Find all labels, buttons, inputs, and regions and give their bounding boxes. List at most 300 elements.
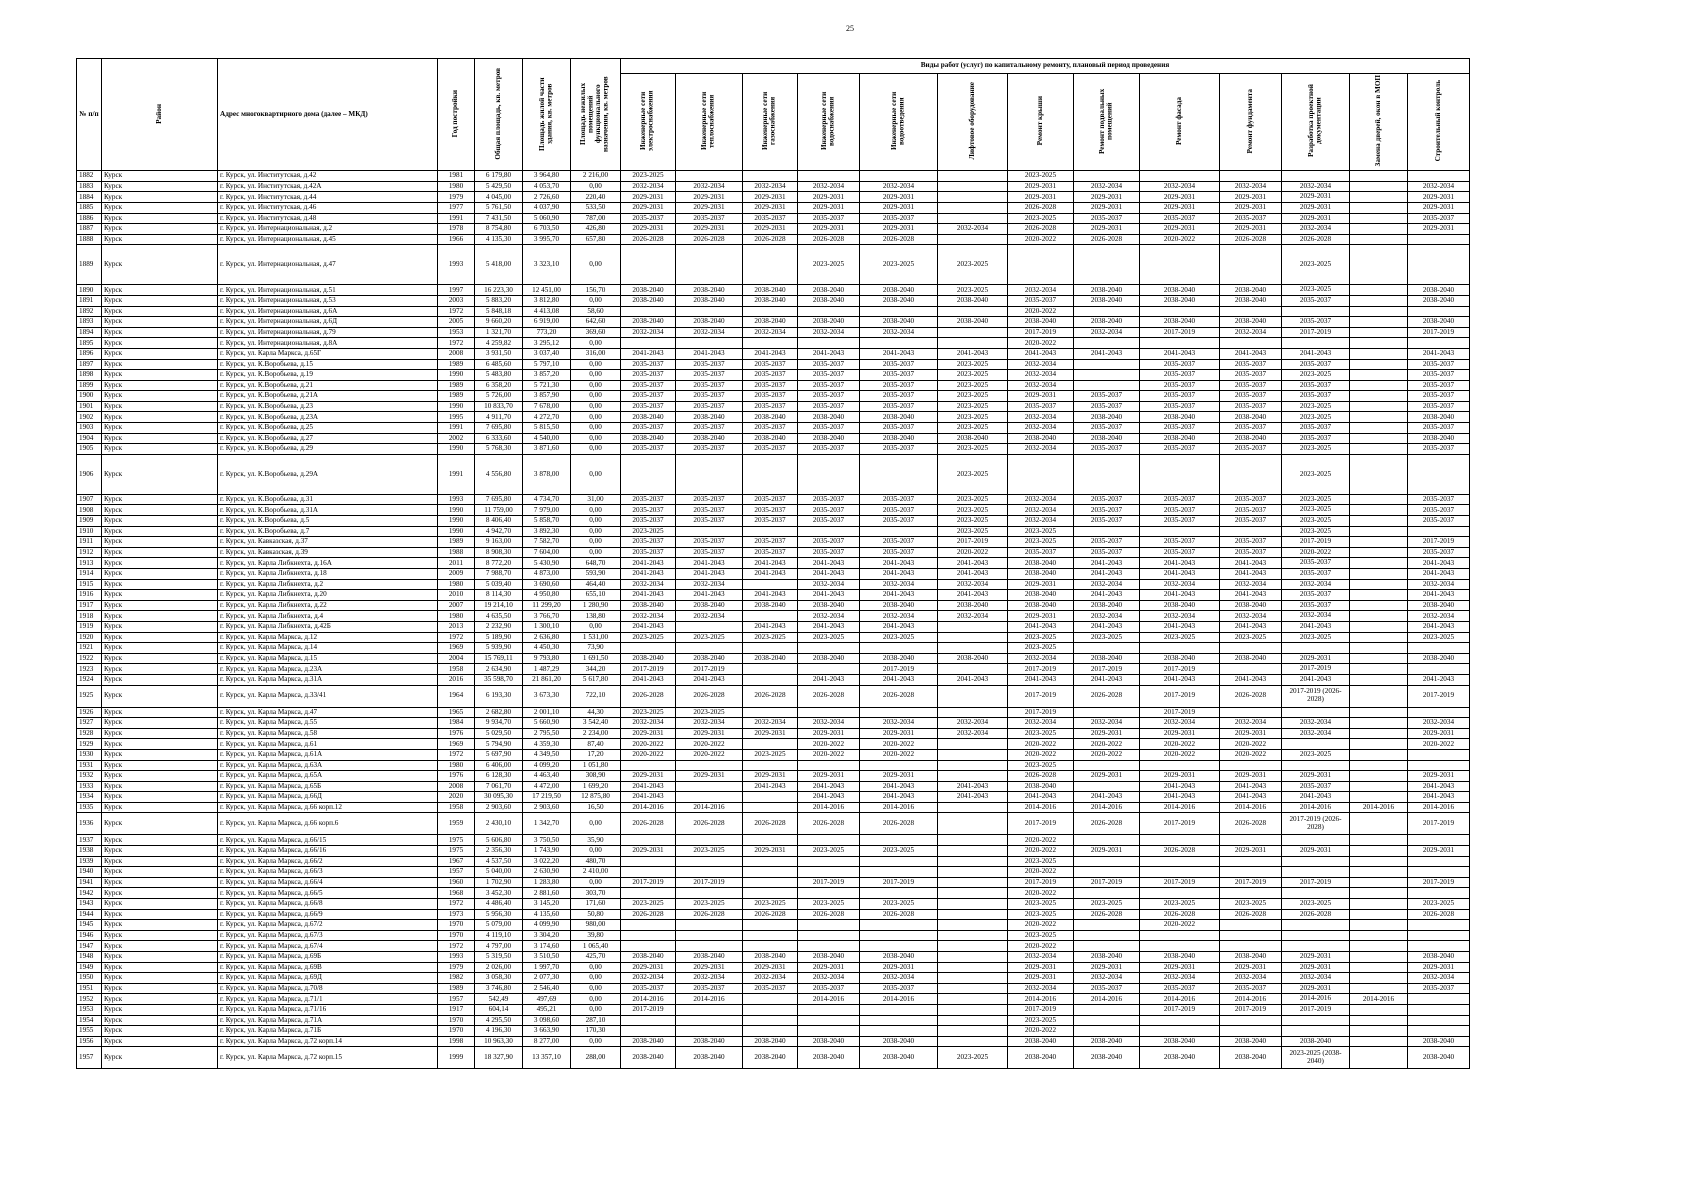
table-cell: 2029-2031 xyxy=(798,192,860,203)
table-cell: 10 963,30 xyxy=(475,1036,523,1047)
table-cell: 2038-2040 xyxy=(1408,653,1470,664)
table-cell: 497,69 xyxy=(523,994,571,1005)
table-cell: 2023-2025 xyxy=(1140,632,1220,643)
table-cell xyxy=(938,181,1008,192)
col-district: Район xyxy=(102,59,218,171)
table-cell xyxy=(621,941,676,952)
table-cell: 2038-2040 xyxy=(1140,952,1220,963)
table-cell: 4 295,50 xyxy=(475,1015,523,1026)
table-cell: 2038-2040 xyxy=(1008,781,1074,792)
table-cell: 1956 xyxy=(77,1036,102,1047)
table-cell: 2038-2040 xyxy=(743,285,798,296)
table-cell xyxy=(1350,1026,1408,1037)
table-cell xyxy=(1008,245,1074,285)
table-cell: 2035-2037 xyxy=(1140,370,1220,381)
table-cell: 2038-2040 xyxy=(1008,1047,1074,1069)
table-cell: 2038-2040 xyxy=(1140,653,1220,664)
table-row xyxy=(77,380,1470,391)
table-row xyxy=(77,306,1470,317)
table-cell: 3 964,80 xyxy=(523,171,571,182)
table-cell: 2029-2031 xyxy=(1220,846,1282,857)
table-cell: 2 682,80 xyxy=(475,707,523,718)
table-cell: 2035-2037 xyxy=(1408,391,1470,402)
table-cell: 2032-2034 xyxy=(1008,370,1074,381)
table-cell: 2023-2025 xyxy=(938,285,1008,296)
table-cell: 1921 xyxy=(77,643,102,654)
table-cell: 2029-2031 xyxy=(1140,728,1220,739)
table-cell: 2035-2037 xyxy=(621,505,676,516)
table-row xyxy=(77,505,1470,516)
table-cell: г. Курск, ул. Карла Маркса, д.69Б xyxy=(218,952,438,963)
table-cell: 2032-2034 xyxy=(798,611,860,622)
table-cell: 2041-2043 xyxy=(1074,558,1140,569)
table-cell xyxy=(1350,877,1408,888)
table-cell: 1889 xyxy=(77,245,102,285)
table-cell: 2038-2040 xyxy=(860,1047,938,1069)
table-cell: 1989 xyxy=(438,380,475,391)
table-cell: 2026-2028 xyxy=(1140,846,1220,857)
table-cell: 3 304,20 xyxy=(523,930,571,941)
table-cell: 1918 xyxy=(77,611,102,622)
table-cell: 1914 xyxy=(77,569,102,580)
table-cell: 1925 xyxy=(77,685,102,707)
table-cell: 2008 xyxy=(438,348,475,359)
table-row xyxy=(77,792,1470,803)
table-cell xyxy=(1282,338,1350,349)
table-cell: 2026-2028 xyxy=(798,813,860,835)
table-cell: 2017-2019 xyxy=(1408,813,1470,835)
table-cell: 2035-2037 xyxy=(1408,444,1470,455)
table-cell: 2017-2019 xyxy=(621,877,676,888)
table-cell xyxy=(1140,245,1220,285)
table-cell: 2029-2031 xyxy=(798,728,860,739)
table-cell: 1989 xyxy=(438,537,475,548)
table-cell: 2020-2022 xyxy=(1074,739,1140,750)
table-cell: 7 678,00 xyxy=(523,401,571,412)
table-cell: 44,30 xyxy=(571,707,621,718)
table-cell: 1891 xyxy=(77,295,102,306)
table-cell: 2041-2043 xyxy=(621,781,676,792)
table-cell: 2029-2031 xyxy=(676,224,743,235)
table-cell xyxy=(860,707,938,718)
table-cell: 4 797,00 xyxy=(475,941,523,952)
table-cell: 2032-2034 xyxy=(1008,380,1074,391)
table-cell: 1990 xyxy=(438,370,475,381)
table-cell xyxy=(743,674,798,685)
table-cell: 2035-2037 xyxy=(743,213,798,224)
table-cell: 2038-2040 xyxy=(1140,317,1220,328)
table-cell xyxy=(798,643,860,654)
table-cell: 4 486,40 xyxy=(475,899,523,910)
table-cell xyxy=(1220,338,1282,349)
table-cell: 1945 xyxy=(77,920,102,931)
table-cell: 3 892,30 xyxy=(523,526,571,537)
table-cell: 8 754,80 xyxy=(475,224,523,235)
table-cell: 2 903,60 xyxy=(475,802,523,813)
table-cell: 2017-2019 xyxy=(1408,537,1470,548)
table-cell: 2013 xyxy=(438,621,475,632)
table-cell: 2010 xyxy=(438,590,475,601)
table-cell: 2029-2031 xyxy=(1282,952,1350,963)
table-cell xyxy=(1140,171,1220,182)
table-cell: 2032-2034 xyxy=(938,611,1008,622)
table-cell: 1981 xyxy=(438,171,475,182)
table-cell: 2 356,30 xyxy=(475,846,523,857)
table-cell: 1952 xyxy=(77,994,102,1005)
table-cell: 2035-2037 xyxy=(1140,547,1220,558)
table-cell xyxy=(798,930,860,941)
table-cell: 2026-2028 xyxy=(1282,234,1350,245)
table-cell: г. Курск, ул. Карла Маркса, д.58 xyxy=(218,728,438,739)
col-work-11: Замена дверей, окон в МОП xyxy=(1350,74,1408,171)
table-cell: 50,80 xyxy=(571,909,621,920)
table-cell: 2014-2016 xyxy=(860,802,938,813)
table-cell: 2017-2019 xyxy=(1282,1004,1350,1015)
table-cell xyxy=(1408,171,1470,182)
table-cell xyxy=(1408,920,1470,931)
table-cell: Курск xyxy=(102,285,218,296)
table-cell: 1936 xyxy=(77,813,102,835)
table-cell: г. Курск, ул. Карла Маркса, д.66 корп.6 xyxy=(218,813,438,835)
table-cell: 2035-2037 xyxy=(1074,516,1140,527)
table-cell: 1883 xyxy=(77,181,102,192)
table-cell: 2041-2043 xyxy=(938,674,1008,685)
table-cell: 2017-2019 (2026-2028) xyxy=(1282,813,1350,835)
table-cell: 1916 xyxy=(77,590,102,601)
table-cell: 6 485,60 xyxy=(475,359,523,370)
table-cell xyxy=(938,941,1008,952)
table-cell: 2038-2040 xyxy=(1408,295,1470,306)
table-cell: 1926 xyxy=(77,707,102,718)
table-cell: 6 358,20 xyxy=(475,380,523,391)
table-cell: 2041-2043 xyxy=(676,569,743,580)
table-cell: 2 077,30 xyxy=(523,973,571,984)
table-cell: 2032-2034 xyxy=(1074,181,1140,192)
table-cell xyxy=(1282,643,1350,654)
table-cell: г. Курск, ул. Интернациональная, д.51 xyxy=(218,285,438,296)
table-cell xyxy=(1350,920,1408,931)
table-cell xyxy=(743,454,798,494)
table-cell xyxy=(676,171,743,182)
table-cell: 2032-2034 xyxy=(1282,973,1350,984)
table-cell: 0,00 xyxy=(571,412,621,423)
table-cell: 1906 xyxy=(77,454,102,494)
table-cell: 2038-2040 xyxy=(676,653,743,664)
table-row xyxy=(77,1026,1470,1037)
table-cell xyxy=(1074,856,1140,867)
table-cell: 2041-2043 xyxy=(1220,348,1282,359)
table-cell: 2023-2025 xyxy=(1008,909,1074,920)
table-cell: 2032-2034 xyxy=(860,181,938,192)
table-cell: 2029-2031 xyxy=(621,846,676,857)
table-cell: 2026-2028 xyxy=(1282,909,1350,920)
table-cell: 2038-2040 xyxy=(1220,952,1282,963)
col-nonres-area: Площадь нежилых помещений функционального назначения, кв. метров xyxy=(571,59,621,171)
table-cell: 2005 xyxy=(438,317,475,328)
table-cell xyxy=(1350,359,1408,370)
table-cell: Курск xyxy=(102,494,218,505)
table-cell xyxy=(1350,718,1408,729)
table-cell: г. Курск, ул. К.Воробьева, д.27 xyxy=(218,433,438,444)
table-cell: г. Курск, ул. Интернациональная, д.8А xyxy=(218,338,438,349)
table-cell: 2041-2043 xyxy=(938,792,1008,803)
table-cell xyxy=(860,930,938,941)
table-cell: 1965 xyxy=(438,707,475,718)
table-cell xyxy=(1350,224,1408,235)
table-cell: г. Курск, ул. Карла Маркса, д.71А xyxy=(218,1015,438,1026)
table-row xyxy=(77,338,1470,349)
table-cell xyxy=(938,171,1008,182)
table-cell xyxy=(1408,888,1470,899)
table-cell: 2 232,90 xyxy=(475,621,523,632)
table-row xyxy=(77,569,1470,580)
table-cell: г. Курск, ул. Институтская, д.42А xyxy=(218,181,438,192)
table-cell: 2038-2040 xyxy=(621,433,676,444)
table-row xyxy=(77,888,1470,899)
table-cell xyxy=(1408,760,1470,771)
table-cell: 2017-2019 xyxy=(860,877,938,888)
table-cell xyxy=(938,909,1008,920)
table-cell xyxy=(1350,792,1408,803)
table-cell: Курск xyxy=(102,674,218,685)
table-cell: 2038-2040 xyxy=(1408,285,1470,296)
table-cell: 2038-2040 xyxy=(938,600,1008,611)
table-cell: 16,50 xyxy=(571,802,621,813)
table-cell: 2023-2025 xyxy=(1008,1015,1074,1026)
table-cell: г. Курск, ул. К.Воробьева, д.7 xyxy=(218,526,438,537)
table-cell: Курск xyxy=(102,547,218,558)
table-cell: 4 045,00 xyxy=(475,192,523,203)
table-cell: 1991 xyxy=(438,213,475,224)
table-row xyxy=(77,327,1470,338)
table-cell: Курск xyxy=(102,505,218,516)
table-cell xyxy=(1350,846,1408,857)
table-cell: 2038-2040 xyxy=(798,952,860,963)
table-cell: 2035-2037 xyxy=(1140,516,1220,527)
table-cell: 604,14 xyxy=(475,1004,523,1015)
table-cell: 2035-2037 xyxy=(621,423,676,434)
table-cell: 1932 xyxy=(77,771,102,782)
table-cell: 2029-2031 xyxy=(1220,202,1282,213)
table-cell: 2032-2034 xyxy=(1074,327,1140,338)
table-cell: Курск xyxy=(102,558,218,569)
table-cell: 2029-2031 xyxy=(1140,192,1220,203)
table-cell xyxy=(938,192,1008,203)
table-cell: 2020-2022 xyxy=(1140,739,1220,750)
table-cell: 2026-2028 xyxy=(1074,813,1140,835)
table-cell: 3 673,30 xyxy=(523,685,571,707)
table-cell: г. Курск, ул. Карла Маркса, д.61 xyxy=(218,739,438,750)
table-cell: 2032-2034 xyxy=(676,973,743,984)
table-cell: 2038-2040 xyxy=(938,295,1008,306)
table-cell: 1900 xyxy=(77,391,102,402)
table-cell: 2023-2025 xyxy=(621,526,676,537)
table-cell: 2035-2037 xyxy=(1282,590,1350,601)
table-cell: 2029-2031 xyxy=(676,962,743,973)
table-row xyxy=(77,245,1470,285)
table-cell: Курск xyxy=(102,412,218,423)
table-cell xyxy=(1074,370,1140,381)
table-cell: 2041-2043 xyxy=(621,590,676,601)
table-row xyxy=(77,952,1470,963)
table-cell: 2035-2037 xyxy=(1074,213,1140,224)
table-cell: Курск xyxy=(102,888,218,899)
table-cell xyxy=(798,707,860,718)
table-cell: 2029-2031 xyxy=(1140,962,1220,973)
table-cell: 2029-2031 xyxy=(1008,611,1074,622)
table-cell xyxy=(1408,454,1470,494)
table-cell: 2029-2031 xyxy=(1220,728,1282,739)
table-row xyxy=(77,234,1470,245)
table-cell: Курск xyxy=(102,792,218,803)
table-cell: 13 357,10 xyxy=(523,1047,571,1069)
table-cell: 2 634,90 xyxy=(475,664,523,675)
table-cell: 2035-2037 xyxy=(1140,359,1220,370)
table-cell: 2026-2028 xyxy=(1140,909,1220,920)
table-cell: 2023-2025 xyxy=(938,444,1008,455)
table-cell: 2029-2031 xyxy=(860,202,938,213)
table-cell: 2035-2037 xyxy=(860,547,938,558)
table-cell xyxy=(1350,306,1408,317)
table-cell: 2032-2034 xyxy=(676,181,743,192)
table-cell: 1953 xyxy=(438,327,475,338)
table-cell: 170,30 xyxy=(571,1026,621,1037)
table-cell: 4 911,70 xyxy=(475,412,523,423)
table-row xyxy=(77,983,1470,994)
table-cell: 2035-2037 xyxy=(1408,505,1470,516)
table-cell xyxy=(1074,1015,1140,1026)
table-cell xyxy=(621,1026,676,1037)
table-cell: 2029-2031 xyxy=(1408,728,1470,739)
table-cell: г. Курск, ул. К.Воробьева, д.19 xyxy=(218,370,438,381)
table-cell: 2023-2025 xyxy=(1008,899,1074,910)
table-cell: 2032-2034 xyxy=(1074,611,1140,622)
table-cell xyxy=(938,632,1008,643)
table-cell: 2020-2022 xyxy=(1008,920,1074,931)
table-cell: Курск xyxy=(102,632,218,643)
table-cell: 2035-2037 xyxy=(676,359,743,370)
table-cell: г. Курск, ул. Карла Маркса, д.66/4 xyxy=(218,877,438,888)
table-cell: 5 029,50 xyxy=(475,728,523,739)
table-cell: 2035-2037 xyxy=(621,391,676,402)
table-cell xyxy=(621,920,676,931)
table-cell: Курск xyxy=(102,569,218,580)
table-cell: 2023-2025 xyxy=(1282,444,1350,455)
table-cell xyxy=(860,760,938,771)
table-cell xyxy=(860,941,938,952)
table-cell: г. Курск, ул. Карла Либкнехта, д.22 xyxy=(218,600,438,611)
table-cell: 2041-2043 xyxy=(1008,674,1074,685)
table-cell: 2038-2040 xyxy=(743,295,798,306)
table-cell: 2041-2043 xyxy=(1008,348,1074,359)
table-cell xyxy=(1074,171,1140,182)
table-cell: 2035-2037 xyxy=(1074,983,1140,994)
table-cell: 480,70 xyxy=(571,856,621,867)
table-cell: 0,00 xyxy=(571,454,621,494)
table-cell xyxy=(938,952,1008,963)
table-cell: Курск xyxy=(102,338,218,349)
table-cell: 0,00 xyxy=(571,537,621,548)
table-cell: 2035-2037 xyxy=(1074,444,1140,455)
table-row xyxy=(77,899,1470,910)
table-cell: 2035-2037 xyxy=(621,983,676,994)
table-cell xyxy=(1074,835,1140,846)
table-cell: 1953 xyxy=(77,1004,102,1015)
table-cell: Курск xyxy=(102,802,218,813)
table-cell: 2029-2031 xyxy=(1282,983,1350,994)
table-cell: 1972 xyxy=(438,941,475,952)
table-cell xyxy=(1282,941,1350,952)
table-cell: 2032-2034 xyxy=(1074,718,1140,729)
table-cell: 2029-2031 xyxy=(1220,224,1282,235)
table-cell xyxy=(621,245,676,285)
table-cell: 316,00 xyxy=(571,348,621,359)
table-cell: 2023-2025 xyxy=(1282,505,1350,516)
table-cell: 2038-2040 xyxy=(743,412,798,423)
table-cell xyxy=(938,994,1008,1005)
table-cell: 58,60 xyxy=(571,306,621,317)
table-cell xyxy=(938,802,1008,813)
table-cell: 2038-2040 xyxy=(1220,1047,1282,1069)
table-cell: 2038-2040 xyxy=(1140,1036,1220,1047)
table-cell: 787,00 xyxy=(571,213,621,224)
table-cell: 2035-2037 xyxy=(743,516,798,527)
table-cell: 2017-2019 xyxy=(1008,685,1074,707)
table-cell: 2026-2028 xyxy=(860,234,938,245)
table-cell: 0,00 xyxy=(571,401,621,412)
table-cell xyxy=(743,1026,798,1037)
table-row xyxy=(77,423,1470,434)
table-cell: 2014-2016 xyxy=(1008,994,1074,1005)
table-cell: 156,70 xyxy=(571,285,621,296)
table-cell: 1931 xyxy=(77,760,102,771)
table-cell: 2032-2034 xyxy=(1008,444,1074,455)
table-cell: 3 098,60 xyxy=(523,1015,571,1026)
table-cell xyxy=(1350,909,1408,920)
table-cell: 1972 xyxy=(438,632,475,643)
table-row xyxy=(77,401,1470,412)
table-cell: 220,40 xyxy=(571,192,621,203)
table-cell: 0,00 xyxy=(571,813,621,835)
table-cell: 1978 xyxy=(438,224,475,235)
table-cell: 2041-2043 xyxy=(1408,621,1470,632)
table-cell: г. Курск, ул. Интернациональная, д.2 xyxy=(218,224,438,235)
table-cell: 2029-2031 xyxy=(1220,771,1282,782)
table-cell: г. Курск, ул. Интернациональная, д.6Д xyxy=(218,317,438,328)
table-cell: 171,60 xyxy=(571,899,621,910)
table-cell: 2 881,60 xyxy=(523,888,571,899)
table-cell: 2008 xyxy=(438,781,475,792)
table-cell xyxy=(1074,643,1140,654)
table-cell: 5 721,30 xyxy=(523,380,571,391)
table-cell: 2023-2025 xyxy=(1408,632,1470,643)
table-row xyxy=(77,835,1470,846)
table-cell: 2032-2034 xyxy=(938,718,1008,729)
table-row xyxy=(77,192,1470,203)
table-cell: 2035-2037 xyxy=(621,444,676,455)
table-cell: 2035-2037 xyxy=(1220,423,1282,434)
table-cell: 1969 xyxy=(438,643,475,654)
table-cell: 2035-2037 xyxy=(860,983,938,994)
table-cell: Курск xyxy=(102,771,218,782)
table-cell: Курск xyxy=(102,867,218,878)
table-cell: 2023-2025 xyxy=(1220,632,1282,643)
table-cell: 2020-2022 xyxy=(1220,749,1282,760)
table-cell: 2002 xyxy=(438,433,475,444)
table-cell xyxy=(1140,930,1220,941)
table-cell: 1898 xyxy=(77,370,102,381)
table-cell: Курск xyxy=(102,171,218,182)
